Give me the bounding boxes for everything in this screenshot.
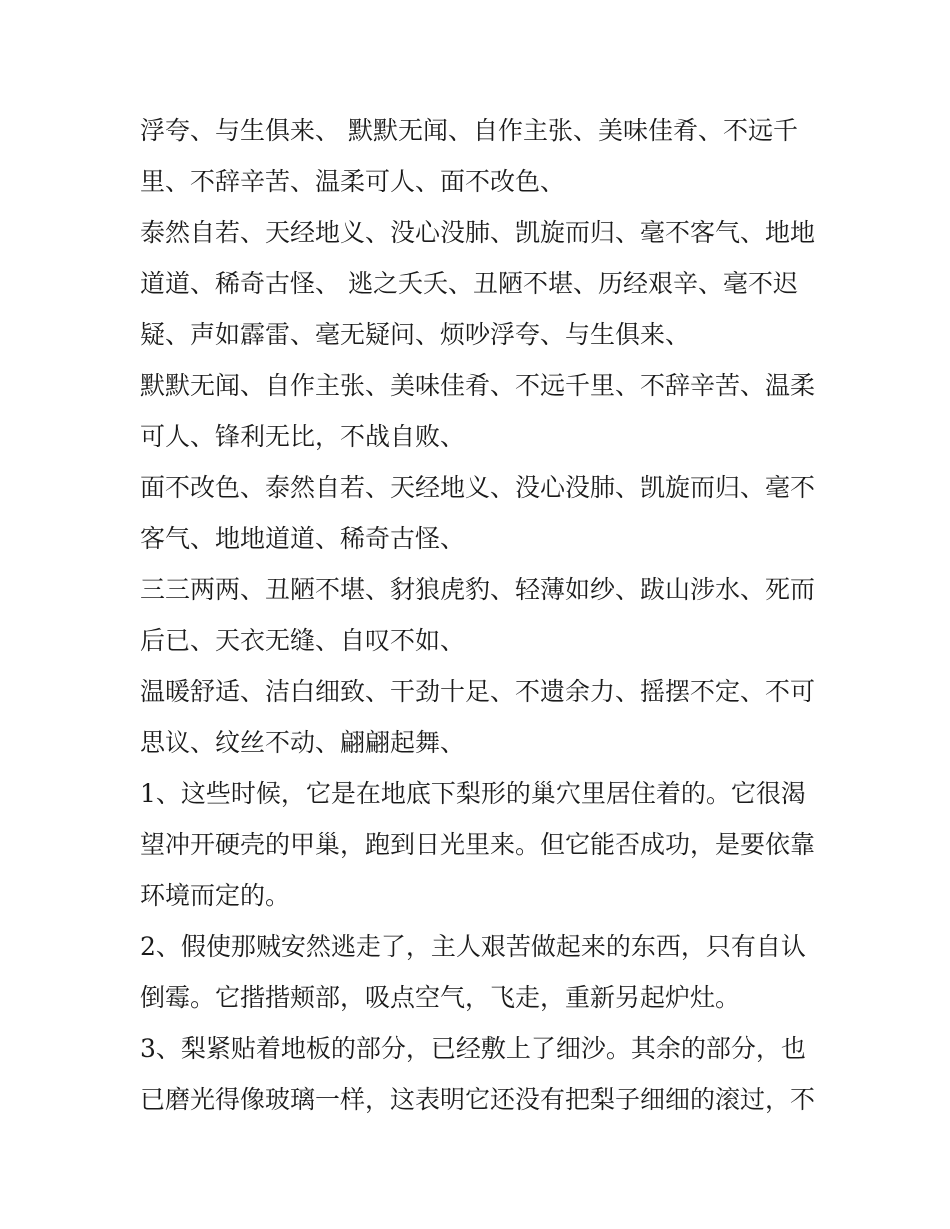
document-body xyxy=(140,105,820,1125)
excerpt-paragraph-1: 1、这些时候，它是在地底下梨形的巢穴里居住着的。它很渴望冲开硬壳的甲巢，跑到日光里来。但它能否成功，是要依靠环境而定的。 xyxy=(140,779,816,910)
excerpt-paragraph-3: 3、梨紧贴着地板的部分，已经敷上了细沙。其余的部分，也已磨光得像玻璃一样，这表明它还没有把梨子细细的滚过，不 xyxy=(140,1034,816,1114)
idiom-list-paragraph-3: 默默无闻、自作主张、美味佳肴、不远千里、不辞辛苦、温柔可人、锋利无比，不战自败、 xyxy=(140,371,816,451)
idiom-list-paragraph-5: 三三两两、丑陋不堪、豺狼虎豹、轻薄如纱、跋山涉水、死而后已、天衣无缝、自叹不如、 xyxy=(140,575,816,655)
excerpt-paragraph-2: 2、假使那贼安然逃走了，主人艰苦做起来的东西，只有自认倒霉。它揩揩颊部，吸点空气，飞走，重新另起炉灶。 xyxy=(140,932,806,1012)
idiom-list-paragraph-2: 泰然自若、天经地义、没心没肺、凯旋而归、毫不客气、地地道道、稀奇古怪、 逃之夭夭、丑陋不堪、历经艰辛、毫不迟疑、声如霹雷、毫无疑问、烦吵浮夸、与生俱来、 xyxy=(140,218,816,349)
idiom-list-paragraph-6: 温暖舒适、洁白细致、干劲十足、不遗余力、摇摆不定、不可思议、纹丝不动、翩翩起舞、 xyxy=(140,677,816,757)
idiom-list-paragraph-1: 浮夸、与生俱来、 默默无闻、自作主张、美味佳肴、不远千里、不辞辛苦、温柔可人、面不改色、 xyxy=(140,116,798,196)
idiom-list-paragraph-4: 面不改色、泰然自若、天经地义、没心没肺、凯旋而归、毫不客气、地地道道、稀奇古怪、 xyxy=(140,473,816,553)
